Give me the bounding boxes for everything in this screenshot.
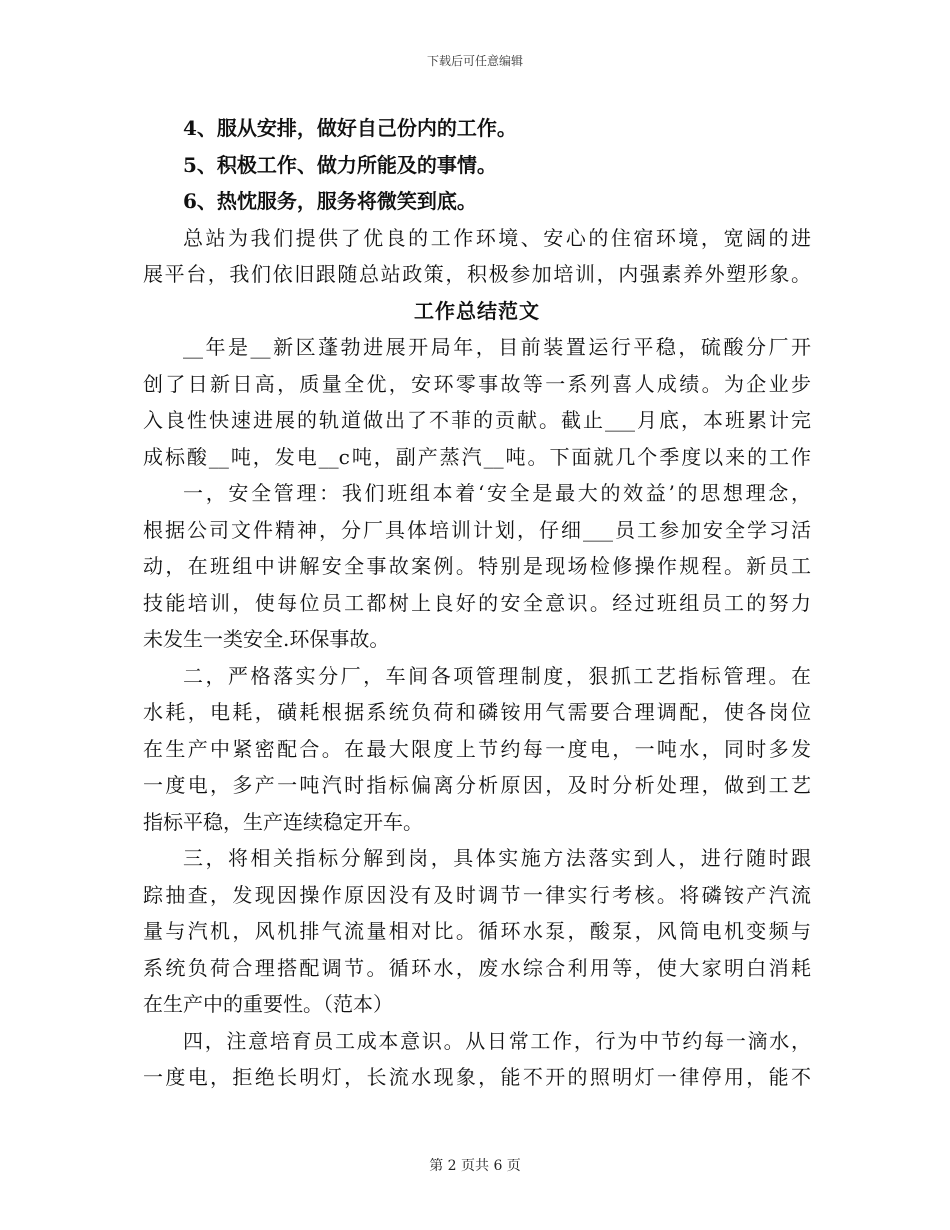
paragraph-line: 根据公司文件精神，分厂具体培训计划，仔细___员工参加安全学习活 (143, 517, 811, 542)
paragraph-line: 总站为我们提供了优良的工作环境、安心的住宿环境，宽阔的进 (183, 225, 811, 250)
paragraph-line: 在生产中的重要性。（范本） (143, 992, 393, 1016)
list-item-4: 4、服从安排，做好自己份内的工作。 (183, 116, 517, 140)
paragraph-line: 入良性快速进展的轨道做出了不菲的贡献。截止___月底，本班累计完 (143, 408, 811, 432)
list-item-6: 6、热忱服务，服务将微笑到底。 (183, 189, 477, 213)
paragraph-line: 系统负荷合理搭配调节。循环水，废水综合利用等，使大家明白消耗 (143, 955, 811, 980)
paragraph-line: 成标酸__吨，发电__c吨，副产蒸汽__吨。下面就几个季度以来的工作 (143, 444, 811, 469)
paragraph-line: 一度电，多产一吨汽时指标偏离分析原因，及时分析处理，做到工艺 (143, 773, 811, 797)
paragraph-line: 四，注意培育员工成本意识。从日常工作，行为中节约每一滴水， (183, 1028, 811, 1053)
paragraph-line: 创了日新日高，质量全优，安环零事故等一系列喜人成绩。为企业步 (143, 371, 811, 396)
paragraph-line: 展平台，我们依旧跟随总站政策，积极参加培训，内强素养外塑形象。 (143, 262, 811, 286)
paragraph-line: 量与汽机，风机排气流量相对比。循环水泵，酸泵，风筒电机变频与 (143, 919, 811, 943)
paragraph-line: 技能培训，使每位员工都树上良好的安全意识。经过班组员工的努力 (143, 590, 811, 615)
paragraph-line: 水耗，电耗，磺耗根据系统负荷和磷铵用气需要合理调配，使各岗位 (143, 700, 811, 724)
paragraph-line: 未发生一类安全.环保事故。 (143, 627, 390, 651)
page-header: 下载后可任意编辑 (426, 54, 523, 68)
paragraph-line: 二，严格落实分厂，车间各项管理制度，狠抓工艺指标管理。在 (183, 663, 811, 688)
paragraph-line: 三，将相关指标分解到岗，具体实施方法落实到人，进行随时跟 (183, 846, 811, 870)
paragraph-line: 在生产中紧密配合。在最大限度上节约每一度电，一吨水，同时多发 (143, 736, 811, 761)
paragraph-line: 指标平稳，生产连续稳定开车。 (143, 809, 423, 834)
paragraph-line: 一度电，拒绝长明灯，长流水现象，能不开的照明灯一律停用，能不 (143, 1065, 811, 1089)
paragraph-line: 动，在班组中讲解安全事故案例。特别是现场检修操作规程。新员工 (143, 554, 811, 578)
page-footer: 第 2 页共 6 页 (429, 1158, 521, 1174)
paragraph-line: 踪抽查，发现因操作原因没有及时调节一律实行考核。将磷铵产汽流 (143, 882, 811, 907)
paragraph-line: __年是__新区蓬勃进展开局年，目前装置运行平稳，硫酸分厂开 (183, 335, 811, 359)
section-title: 工作总结范文 (414, 298, 540, 323)
document-body (143, 110, 811, 1096)
list-item-5: 5、积极工作、做力所能及的事情。 (183, 152, 497, 177)
paragraph-line: 一，安全管理：我们班组本着‘安全是最大的效益’的思想理念， (183, 481, 811, 505)
